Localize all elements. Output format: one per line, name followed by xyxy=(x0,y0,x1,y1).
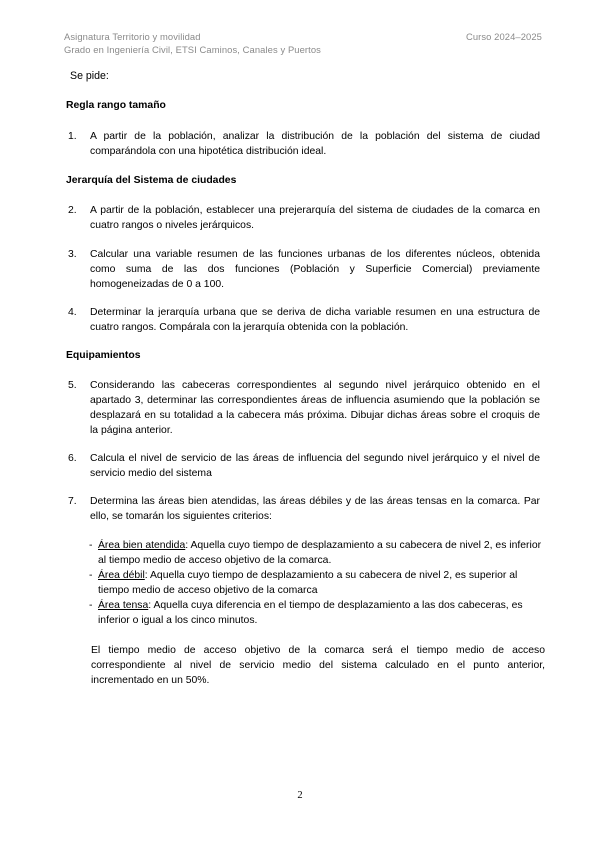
criterion-tense xyxy=(89,599,545,628)
criterion-well-served xyxy=(89,539,545,568)
criterion-description: : Aquella cuyo tiempo de desplazamiento a su cabecera de nivel 2, es superior al tiempo medio de acceso objetivo de la comarca xyxy=(98,570,518,596)
intro-text: Se pide: xyxy=(70,70,109,82)
task-number: 3. xyxy=(68,249,77,260)
closing-paragraph: El tiempo medio de acceso objetivo de la comarca será el tiempo medio de acceso correspondiente al nivel de servicio medio del sistema calculado en el punto anterior, incrementado en un 50%. xyxy=(91,645,545,686)
task-item-6 xyxy=(68,451,540,481)
header-course: Curso 2024–2025 xyxy=(465,31,542,42)
task-text: A partir de la población, analizar la distribución de la población del sistema de ciudad comparándola con una hipotética distribución ideal. xyxy=(90,131,540,157)
header-degree: Grado en Ingeniería Civil, ETSI Caminos, Canales y Puertos xyxy=(64,44,321,55)
task-text: Determina las áreas bien atendidas, las áreas débiles y de las áreas tensas en la comarca. Par ello, se tomarán los siguientes criterios: xyxy=(90,496,540,522)
task-item-1 xyxy=(68,129,540,159)
task-number: 1. xyxy=(68,131,77,142)
task-item-3 xyxy=(68,247,540,292)
section-heading-facilities: Equipamientos xyxy=(66,350,141,361)
task-text: Calcula el nivel de servicio de las áreas de influencia del segundo nivel jerárquico y el nivel de servicio medio del sistema xyxy=(90,453,540,479)
section-heading-rank-size: Regla rango tamaño xyxy=(66,100,166,111)
task-item-2 xyxy=(68,203,540,233)
task-number: 5. xyxy=(68,380,77,391)
task-number: 7. xyxy=(68,496,77,507)
task-text: Considerando las cabeceras correspondientes al segundo nivel jerárquico obtenido en el apartado 3, determinar las correspondientes áreas de influencia asumiendo que la población se desplazará en su totalidad a la cabecera más próxima. Dibujar dichas áreas sobre el croquis de la página anterior. xyxy=(90,380,540,436)
criterion-description: : Aquella cuyo tiempo de desplazamiento a su cabecera de nivel 2, es inferior al tiempo medio de acceso objetivo de la comarca. xyxy=(98,540,542,566)
criterion-weak xyxy=(89,569,545,598)
task-number: 4. xyxy=(68,307,77,318)
task-text: Calcular una variable resumen de las funciones urbanas de los diferentes núcleos, obtenida como suma de las dos funciones (Población y Superficie Comercial) previamente homogeneizadas de 0 a 100. xyxy=(90,249,540,290)
page-number: 2 xyxy=(297,790,303,801)
criterion-dash: - xyxy=(89,600,93,611)
criterion-dash: - xyxy=(89,570,93,581)
task-item-7 xyxy=(68,494,540,524)
header-subject: Asignatura Territorio y movilidad xyxy=(64,31,201,42)
task-item-5 xyxy=(68,378,540,438)
task-number: 2. xyxy=(68,205,77,216)
task-text: A partir de la población, establecer una prejerarquía del sistema de ciudades de la comarca en cuatro rangos o niveles jerárquicos. xyxy=(90,205,540,231)
criterion-description: : Aquella cuya diferencia en el tiempo de desplazamiento a las dos cabeceras, es inferior o igual a los cinco minutos. xyxy=(98,600,523,626)
criterion-dash: - xyxy=(89,540,93,551)
section-heading-city-hierarchy: Jerarquía del Sistema de ciudades xyxy=(66,175,237,186)
criterion-term: Área bien atendida xyxy=(98,540,186,551)
task-number: 6. xyxy=(68,453,77,464)
criterion-term: Área tensa xyxy=(98,600,149,611)
criterion-term: Área débil xyxy=(98,570,145,581)
task-text: Determinar la jerarquía urbana que se deriva de dicha variable resumen en una estructura de cuatro rangos. Compárala con la jerarquía obtenida con la población. xyxy=(90,307,540,333)
task-item-4 xyxy=(68,305,540,335)
